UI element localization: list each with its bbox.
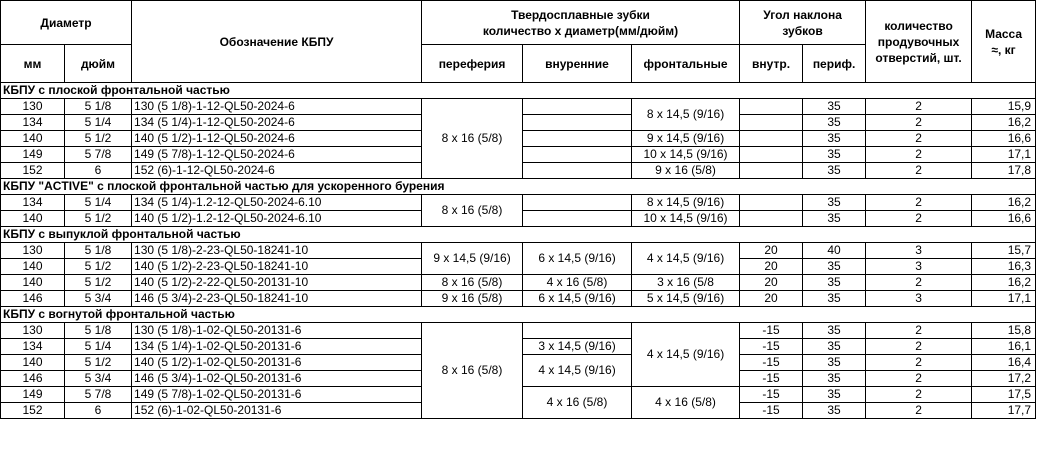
inch-cell: 5 1/8 <box>65 243 132 259</box>
mm-cell: 140 <box>1 355 65 371</box>
mm-cell: 130 <box>1 243 65 259</box>
mass-cell: 15,7 <box>972 243 1036 259</box>
periphery-cell: 8 x 16 (5/8) <box>422 195 523 227</box>
angle-inner-cell: 20 <box>740 275 803 291</box>
mass-cell: 16,6 <box>972 131 1036 147</box>
designation-cell: 140 (5 1/2)-2-23-QL50-18241-10 <box>132 259 422 275</box>
inch-cell: 5 1/2 <box>65 355 132 371</box>
mass-cell: 16,3 <box>972 259 1036 275</box>
mm-cell: 146 <box>1 291 65 307</box>
table-row <box>1 99 1036 115</box>
mm-cell: 152 <box>1 163 65 179</box>
inch-cell: 6 <box>65 163 132 179</box>
mm-header: мм <box>1 45 65 83</box>
frontal-cell: 8 x 14,5 (9/16) <box>632 99 740 131</box>
mass-cell: 17,1 <box>972 291 1036 307</box>
inch-cell: 5 1/4 <box>65 115 132 131</box>
angle-inner-cell: 20 <box>740 291 803 307</box>
inch-cell: 6 <box>65 403 132 419</box>
angle-periph-cell: 40 <box>803 243 866 259</box>
angle-inner-cell: 20 <box>740 243 803 259</box>
inch-cell: 5 7/8 <box>65 147 132 163</box>
inner-cell <box>523 115 632 131</box>
mass-cell: 16,2 <box>972 115 1036 131</box>
angle-periph-cell: 35 <box>803 355 866 371</box>
holes-cell: 2 <box>866 275 972 291</box>
designation-cell: 152 (6)-1-02-QL50-20131-6 <box>132 403 422 419</box>
angle-inner-cell <box>740 195 803 211</box>
designation-cell: 140 (5 1/2)-1-12-QL50-2024-6 <box>132 131 422 147</box>
holes-cell: 2 <box>866 99 972 115</box>
holes-cell: 2 <box>866 371 972 387</box>
designation-cell: 134 (5 1/4)-1-02-QL50-20131-6 <box>132 339 422 355</box>
designation-cell: 146 (5 3/4)-2-23-QL50-18241-10 <box>132 291 422 307</box>
frontal-cell: 10 x 14,5 (9/16) <box>632 211 740 227</box>
inch-cell: 5 1/2 <box>65 275 132 291</box>
periphery-cell: 9 x 14,5 (9/16) <box>422 243 523 275</box>
angle-inner-cell <box>740 211 803 227</box>
mm-cell: 130 <box>1 99 65 115</box>
designation-cell: 130 (5 1/8)-1-02-QL50-20131-6 <box>132 323 422 339</box>
periphery-header: переферия <box>422 45 523 83</box>
angle-inner-cell <box>740 115 803 131</box>
periphery-cell: 8 x 16 (5/8) <box>422 323 523 419</box>
section-title: КБПУ с вогнутой фронтальной частью <box>1 307 1036 323</box>
angle-periph-header: периф. <box>803 45 866 83</box>
holes-cell: 2 <box>866 163 972 179</box>
inch-cell: 5 1/2 <box>65 211 132 227</box>
angle-periph-cell: 35 <box>803 387 866 403</box>
mass-cell: 15,9 <box>972 99 1036 115</box>
mm-cell: 149 <box>1 147 65 163</box>
inch-cell: 5 3/4 <box>65 371 132 387</box>
holes-cell: 2 <box>866 211 972 227</box>
mass-header: Масса ≈, кг <box>972 1 1036 83</box>
angle-periph-cell: 35 <box>803 403 866 419</box>
angle-periph-cell: 35 <box>803 195 866 211</box>
inner-cell <box>523 195 632 211</box>
holes-cell: 2 <box>866 131 972 147</box>
angle-periph-cell: 35 <box>803 211 866 227</box>
angle-periph-cell: 35 <box>803 323 866 339</box>
inch-cell: 5 7/8 <box>65 387 132 403</box>
holes-cell: 2 <box>866 195 972 211</box>
mass-cell: 15,8 <box>972 323 1036 339</box>
angle-periph-cell: 35 <box>803 131 866 147</box>
designation-cell: 149 (5 7/8)-1-02-QL50-20131-6 <box>132 387 422 403</box>
inch-cell: 5 1/4 <box>65 339 132 355</box>
mm-cell: 140 <box>1 275 65 291</box>
frontal-cell: 9 x 16 (5/8) <box>632 163 740 179</box>
section-title: КБПУ "ACTIVE" с плоской фронтальной частью для ускоренного бурения <box>1 179 1036 195</box>
mm-cell: 140 <box>1 131 65 147</box>
angle-inner-cell <box>740 163 803 179</box>
designation-cell: 140 (5 1/2)-1-02-QL50-20131-6 <box>132 355 422 371</box>
section-title: КБПУ с выпуклой фронтальной частью <box>1 227 1036 243</box>
frontal-cell: 9 x 14,5 (9/16) <box>632 131 740 147</box>
mass-cell: 16,1 <box>972 339 1036 355</box>
inch-cell: 5 1/4 <box>65 195 132 211</box>
periphery-cell: 9 x 16 (5/8) <box>422 291 523 307</box>
angle-inner-cell: -15 <box>740 387 803 403</box>
mass-cell: 17,8 <box>972 163 1036 179</box>
table-row <box>1 243 1036 259</box>
designation-cell: 130 (5 1/8)-2-23-QL50-18241-10 <box>132 243 422 259</box>
inch-cell: 5 1/8 <box>65 323 132 339</box>
frontal-cell: 8 x 14,5 (9/16) <box>632 195 740 211</box>
mm-cell: 134 <box>1 339 65 355</box>
designation-cell: 140 (5 1/2)-2-22-QL50-20131-10 <box>132 275 422 291</box>
holes-cell: 2 <box>866 115 972 131</box>
frontal-cell: 4 x 14,5 (9/16) <box>632 323 740 387</box>
mm-cell: 134 <box>1 195 65 211</box>
mass-cell: 16,6 <box>972 211 1036 227</box>
holes-cell: 3 <box>866 291 972 307</box>
designation-header: Обозначение КБПУ <box>132 1 422 83</box>
frontal-cell: 3 x 16 (5/8 <box>632 275 740 291</box>
inner-cell: 6 x 14,5 (9/16) <box>523 291 632 307</box>
designation-cell: 134 (5 1/4)-1.2-12-QL50-2024-6.10 <box>132 195 422 211</box>
angle-inner-cell: -15 <box>740 371 803 387</box>
angle-periph-cell: 35 <box>803 371 866 387</box>
angle-periph-cell: 35 <box>803 275 866 291</box>
diameter-header: Диаметр <box>1 1 132 45</box>
mass-cell: 17,2 <box>972 371 1036 387</box>
angle-periph-cell: 35 <box>803 99 866 115</box>
angle-inner-cell <box>740 147 803 163</box>
inch-cell: 5 1/2 <box>65 259 132 275</box>
angle-periph-cell: 35 <box>803 259 866 275</box>
mass-cell: 17,1 <box>972 147 1036 163</box>
mm-cell: 140 <box>1 259 65 275</box>
angle-periph-cell: 35 <box>803 115 866 131</box>
mass-cell: 16,2 <box>972 275 1036 291</box>
angle-inner-header: внутр. <box>740 45 803 83</box>
carbide-header: Твердосплавные зубки количество х диаметр(мм/дюйм) <box>422 1 740 45</box>
periphery-cell: 8 x 16 (5/8) <box>422 99 523 179</box>
holes-cell: 2 <box>866 147 972 163</box>
mass-cell: 16,2 <box>972 195 1036 211</box>
inner-cell <box>523 163 632 179</box>
mm-cell: 149 <box>1 387 65 403</box>
section-title: КБПУ с плоской фронтальной частью <box>1 83 1036 99</box>
holes-cell: 2 <box>866 339 972 355</box>
periphery-cell: 8 x 16 (5/8) <box>422 275 523 291</box>
mm-cell: 130 <box>1 323 65 339</box>
holes-cell: 2 <box>866 387 972 403</box>
inch-cell: 5 1/2 <box>65 131 132 147</box>
mass-cell: 17,7 <box>972 403 1036 419</box>
table-row <box>1 275 1036 291</box>
angle-inner-cell <box>740 99 803 115</box>
inch-cell: 5 1/8 <box>65 99 132 115</box>
holes-cell: 2 <box>866 403 972 419</box>
frontal-cell: 4 x 16 (5/8) <box>632 387 740 419</box>
inner-cell <box>523 131 632 147</box>
designation-cell: 134 (5 1/4)-1-12-QL50-2024-6 <box>132 115 422 131</box>
inch-header: дюйм <box>65 45 132 83</box>
designation-cell: 140 (5 1/2)-1.2-12-QL50-2024-6.10 <box>132 211 422 227</box>
holes-cell: 3 <box>866 243 972 259</box>
inner-cell: 4 x 16 (5/8) <box>523 275 632 291</box>
frontal-cell: 5 x 14,5 (9/16) <box>632 291 740 307</box>
designation-cell: 149 (5 7/8)-1-12-QL50-2024-6 <box>132 147 422 163</box>
angle-periph-cell: 35 <box>803 163 866 179</box>
angle-header: Угол наклона зубков <box>740 1 866 45</box>
angle-inner-cell: 20 <box>740 259 803 275</box>
angle-inner-cell: -15 <box>740 355 803 371</box>
mass-cell: 16,4 <box>972 355 1036 371</box>
frontal-cell: 10 x 14,5 (9/16) <box>632 147 740 163</box>
designation-cell: 152 (6)-1-12-QL50-2024-6 <box>132 163 422 179</box>
table-row <box>1 323 1036 339</box>
mm-cell: 134 <box>1 115 65 131</box>
inner-header: внуренние <box>523 45 632 83</box>
angle-periph-cell: 35 <box>803 291 866 307</box>
designation-cell: 146 (5 3/4)-1-02-QL50-20131-6 <box>132 371 422 387</box>
angle-inner-cell: -15 <box>740 323 803 339</box>
angle-inner-cell: -15 <box>740 339 803 355</box>
holes-cell: 2 <box>866 355 972 371</box>
mm-cell: 140 <box>1 211 65 227</box>
designation-cell: 130 (5 1/8)-1-12-QL50-2024-6 <box>132 99 422 115</box>
inner-cell: 6 x 14,5 (9/16) <box>523 243 632 275</box>
angle-periph-cell: 35 <box>803 147 866 163</box>
mm-cell: 146 <box>1 371 65 387</box>
inner-cell: 4 x 14,5 (9/16) <box>523 355 632 387</box>
inner-cell <box>523 99 632 115</box>
holes-header: количество продувочных отверстий, шт. <box>866 1 972 83</box>
frontal-cell: 4 x 14,5 (9/16) <box>632 243 740 275</box>
mass-cell: 17,5 <box>972 387 1036 403</box>
angle-inner-cell: -15 <box>740 403 803 419</box>
inch-cell: 5 3/4 <box>65 291 132 307</box>
inner-cell: 4 x 16 (5/8) <box>523 387 632 419</box>
holes-cell: 3 <box>866 259 972 275</box>
inner-cell: 3 x 14,5 (9/16) <box>523 339 632 355</box>
inner-cell <box>523 323 632 339</box>
inner-cell <box>523 211 632 227</box>
table-row <box>1 291 1036 307</box>
angle-inner-cell <box>740 131 803 147</box>
mm-cell: 152 <box>1 403 65 419</box>
inner-cell <box>523 147 632 163</box>
frontal-header: фронтальные <box>632 45 740 83</box>
table-row <box>1 195 1036 211</box>
angle-periph-cell: 35 <box>803 339 866 355</box>
holes-cell: 2 <box>866 323 972 339</box>
